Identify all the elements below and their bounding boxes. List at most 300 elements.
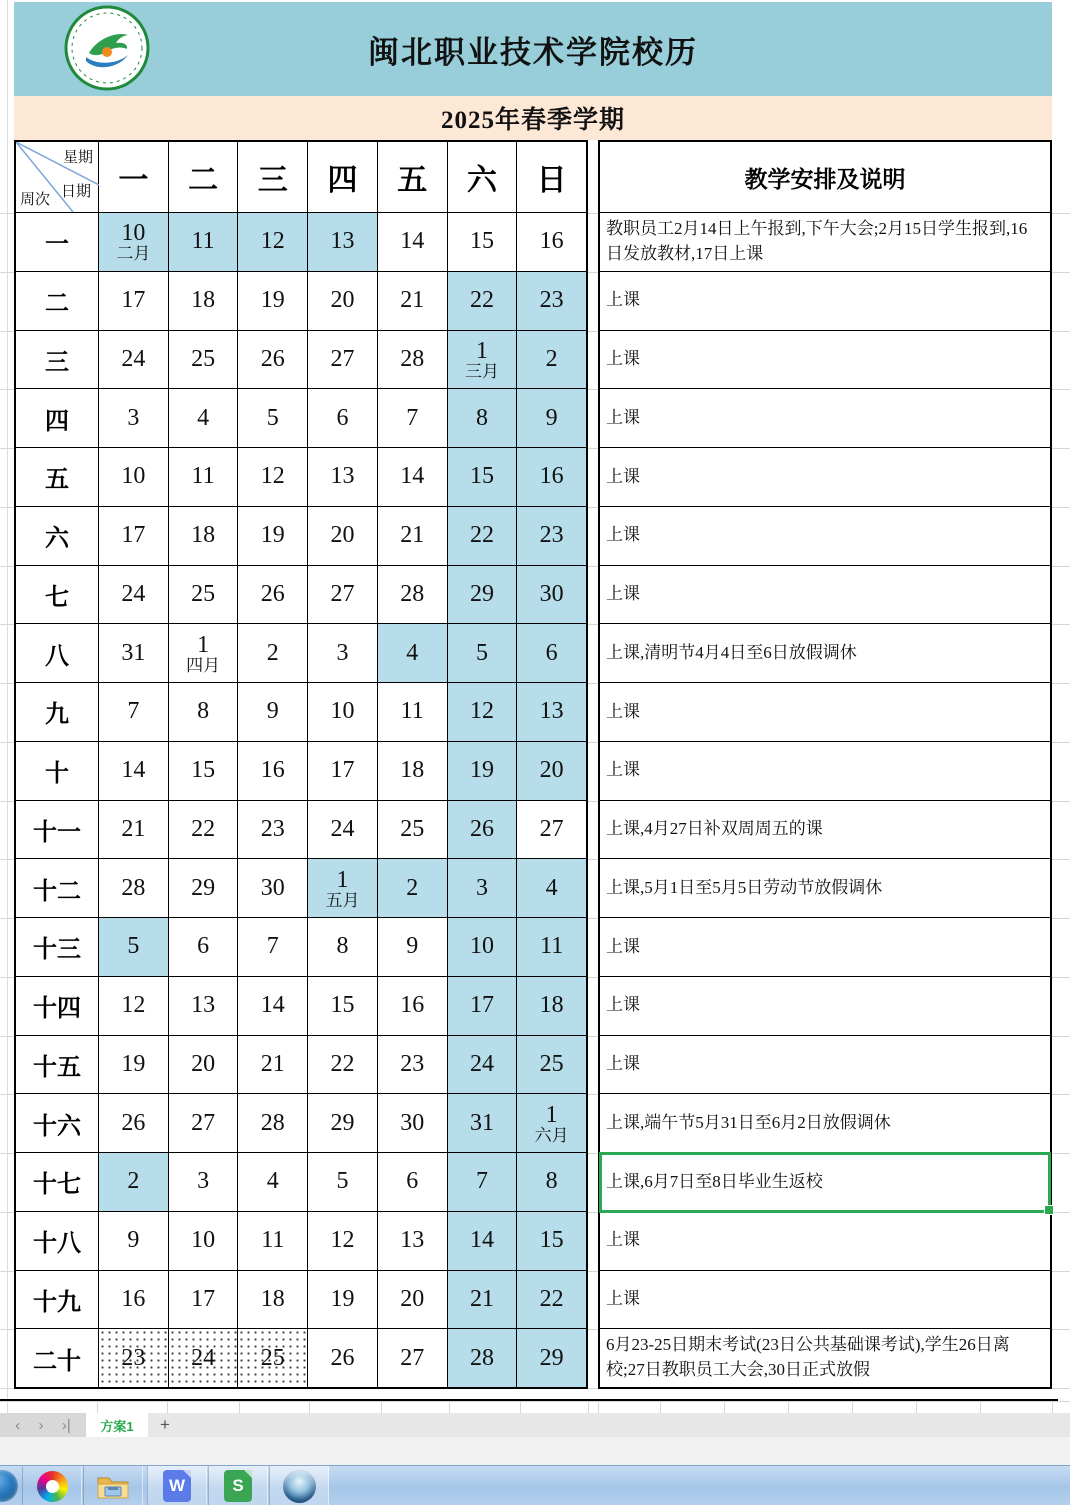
gridline bbox=[0, 1388, 14, 1389]
date-number: 30 bbox=[400, 1109, 425, 1136]
week-row bbox=[16, 859, 586, 918]
note-text: 6月23-25日期末考试(23日公共基础课考试),学生26日离校;27日教职员工大会,30日正式放假 bbox=[606, 1335, 1010, 1380]
gridline bbox=[0, 918, 14, 919]
date-cell[interactable] bbox=[448, 1094, 518, 1153]
date-number: 16 bbox=[539, 463, 564, 490]
week-row bbox=[16, 213, 586, 272]
gridline bbox=[239, 1401, 240, 1413]
date-cell[interactable] bbox=[308, 389, 378, 448]
gridline bbox=[588, 389, 598, 390]
week-number-cell[interactable]: 十五 bbox=[16, 1036, 99, 1095]
date-cell[interactable] bbox=[378, 859, 448, 918]
nav-next-sheet-icon[interactable]: › bbox=[38, 1416, 44, 1434]
date-cell[interactable] bbox=[99, 1036, 169, 1095]
date-number: 25 bbox=[260, 1344, 285, 1371]
date-cell[interactable] bbox=[308, 683, 378, 742]
week-number-cell[interactable]: 十七 bbox=[16, 1153, 99, 1212]
date-cell[interactable] bbox=[99, 859, 169, 918]
date-cell[interactable] bbox=[169, 624, 239, 683]
gridline bbox=[1052, 918, 1070, 919]
date-cell[interactable] bbox=[238, 918, 308, 977]
week-number-cell[interactable]: 九 bbox=[16, 683, 99, 742]
date-cell[interactable] bbox=[99, 742, 169, 801]
date-cell[interactable] bbox=[448, 1329, 518, 1387]
date-cell[interactable] bbox=[308, 801, 378, 860]
date-number: 14 bbox=[260, 992, 285, 1019]
date-cell[interactable] bbox=[517, 1329, 586, 1387]
date-cell[interactable] bbox=[169, 448, 239, 507]
date-cell[interactable] bbox=[238, 272, 308, 331]
date-cell[interactable] bbox=[378, 272, 448, 331]
date-number: 11 bbox=[540, 933, 564, 960]
date-cell[interactable] bbox=[99, 389, 169, 448]
date-cell[interactable] bbox=[308, 272, 378, 331]
date-number: 25 bbox=[539, 1050, 564, 1077]
week-number-cell[interactable]: 十四 bbox=[16, 977, 99, 1036]
taskbar-button-browser[interactable] bbox=[22, 1466, 82, 1505]
taskbar-button-wps-writer[interactable] bbox=[147, 1466, 207, 1505]
date-cell[interactable] bbox=[448, 624, 518, 683]
date-number: 10 bbox=[469, 933, 494, 960]
calendar-title-band bbox=[14, 2, 1052, 96]
note-cell[interactable] bbox=[600, 1212, 1050, 1271]
note-cell[interactable] bbox=[600, 272, 1050, 331]
date-number: 20 bbox=[191, 1050, 216, 1077]
note-cell[interactable] bbox=[600, 918, 1050, 977]
date-number: 18 bbox=[260, 1285, 285, 1312]
date-cell[interactable] bbox=[378, 1036, 448, 1095]
gridline bbox=[588, 1153, 598, 1154]
gridline bbox=[588, 213, 598, 214]
date-cell[interactable] bbox=[378, 389, 448, 448]
date-cell[interactable] bbox=[378, 683, 448, 742]
date-number: 22 bbox=[469, 287, 494, 314]
note-cell[interactable] bbox=[600, 624, 1050, 683]
note-cell[interactable] bbox=[600, 331, 1050, 390]
date-cell[interactable] bbox=[169, 918, 239, 977]
note-cell[interactable] bbox=[600, 1094, 1050, 1153]
date-number: 28 bbox=[400, 345, 425, 372]
date-cell[interactable] bbox=[238, 331, 308, 390]
note-cell[interactable] bbox=[600, 801, 1050, 860]
date-number: 24 bbox=[121, 580, 146, 607]
week-row bbox=[16, 683, 586, 742]
date-cell[interactable] bbox=[517, 389, 586, 448]
date-cell[interactable] bbox=[308, 977, 378, 1036]
note-text: 上课 bbox=[606, 525, 640, 545]
month-label: 二月 bbox=[116, 244, 151, 264]
date-cell[interactable] bbox=[238, 1036, 308, 1095]
date-cell[interactable] bbox=[169, 1271, 239, 1330]
date-cell[interactable] bbox=[378, 801, 448, 860]
date-cell[interactable] bbox=[517, 801, 586, 860]
date-cell[interactable] bbox=[448, 1212, 518, 1271]
calendar-header-row bbox=[16, 142, 586, 213]
date-cell[interactable] bbox=[308, 1153, 378, 1212]
date-cell[interactable] bbox=[448, 331, 518, 390]
date-cell[interactable] bbox=[169, 272, 239, 331]
gridline bbox=[0, 977, 14, 978]
date-cell[interactable] bbox=[169, 977, 239, 1036]
week-row bbox=[16, 389, 586, 448]
start-orb-icon[interactable] bbox=[0, 1470, 18, 1502]
add-sheet-button[interactable] bbox=[148, 1413, 182, 1437]
gridline bbox=[588, 1094, 598, 1095]
date-cell[interactable] bbox=[169, 859, 239, 918]
week-number-cell[interactable]: 四 bbox=[16, 389, 99, 448]
date-cell[interactable] bbox=[517, 1094, 586, 1153]
date-cell[interactable] bbox=[378, 1329, 448, 1387]
date-cell[interactable] bbox=[308, 1212, 378, 1271]
week-number-cell[interactable]: 十八 bbox=[16, 1212, 99, 1271]
date-cell[interactable] bbox=[99, 1094, 169, 1153]
date-cell[interactable] bbox=[308, 507, 378, 566]
week-row bbox=[16, 1094, 586, 1153]
note-cell[interactable] bbox=[600, 683, 1050, 742]
date-cell[interactable] bbox=[308, 859, 378, 918]
day-header: 日 bbox=[517, 142, 586, 213]
note-text: 上课,5月1日至5月5日劳动节放假调休 bbox=[606, 877, 883, 897]
date-cell[interactable] bbox=[99, 918, 169, 977]
date-cell[interactable] bbox=[99, 1271, 169, 1330]
date-cell[interactable] bbox=[378, 1271, 448, 1330]
taskbar-button-file-manager[interactable] bbox=[83, 1466, 143, 1505]
week-number-cell[interactable]: 二十 bbox=[16, 1329, 99, 1387]
date-cell[interactable] bbox=[517, 859, 586, 918]
date-number: 8 bbox=[336, 933, 349, 960]
date-cell[interactable] bbox=[448, 1036, 518, 1095]
date-cell[interactable] bbox=[238, 1329, 308, 1387]
date-cell[interactable] bbox=[169, 1329, 239, 1387]
date-cell[interactable] bbox=[378, 1153, 448, 1212]
sheet-nav-group bbox=[0, 1413, 86, 1437]
date-cell[interactable] bbox=[448, 213, 518, 272]
date-cell[interactable] bbox=[378, 1212, 448, 1271]
date-number: 21 bbox=[400, 287, 425, 314]
date-cell[interactable] bbox=[517, 448, 586, 507]
week-number-cell[interactable]: 三 bbox=[16, 331, 99, 390]
date-number: 17 bbox=[121, 287, 146, 314]
date-cell[interactable] bbox=[308, 742, 378, 801]
date-number: 9 bbox=[545, 404, 558, 431]
week-number-cell[interactable]: 一 bbox=[16, 213, 99, 272]
note-cell[interactable] bbox=[600, 1329, 1050, 1387]
date-cell[interactable] bbox=[99, 977, 169, 1036]
date-cell[interactable] bbox=[308, 1329, 378, 1387]
date-cell[interactable] bbox=[308, 213, 378, 272]
week-number-cell[interactable]: 六 bbox=[16, 507, 99, 566]
date-number: 12 bbox=[469, 698, 494, 725]
college-logo-icon bbox=[64, 5, 150, 91]
date-cell[interactable] bbox=[448, 801, 518, 860]
sheet-tab-bar bbox=[0, 1413, 1070, 1437]
week-row bbox=[16, 1036, 586, 1095]
date-cell[interactable] bbox=[169, 742, 239, 801]
date-cell[interactable] bbox=[308, 624, 378, 683]
date-cell[interactable] bbox=[378, 742, 448, 801]
week-number-cell[interactable]: 十 bbox=[16, 742, 99, 801]
note-cell[interactable] bbox=[600, 742, 1050, 801]
week-number-cell[interactable]: 七 bbox=[16, 566, 99, 625]
date-cell[interactable] bbox=[99, 801, 169, 860]
month-label: 三月 bbox=[464, 361, 499, 381]
date-cell[interactable] bbox=[517, 624, 586, 683]
date-cell[interactable] bbox=[238, 566, 308, 625]
week-row bbox=[16, 1212, 586, 1271]
gridline bbox=[1052, 1153, 1070, 1154]
date-cell[interactable] bbox=[238, 1271, 308, 1330]
date-cell[interactable] bbox=[99, 1153, 169, 1212]
day-header: 一 bbox=[99, 142, 169, 213]
date-number: 29 bbox=[469, 580, 494, 607]
date-number: 26 bbox=[469, 815, 494, 842]
note-cell[interactable] bbox=[600, 566, 1050, 625]
gridline bbox=[1052, 683, 1070, 684]
nav-prev-sheet-icon[interactable]: ‹ bbox=[15, 1416, 21, 1434]
date-cell[interactable] bbox=[378, 1094, 448, 1153]
date-number: 6 bbox=[197, 933, 210, 960]
date-number: 2 bbox=[266, 639, 279, 666]
week-number-cell[interactable]: 十三 bbox=[16, 918, 99, 977]
month-label: 四月 bbox=[186, 655, 221, 675]
date-cell[interactable] bbox=[238, 624, 308, 683]
gridline bbox=[1052, 1388, 1070, 1389]
date-cell[interactable] bbox=[517, 918, 586, 977]
date-cell[interactable] bbox=[448, 1153, 518, 1212]
note-cell[interactable] bbox=[600, 448, 1050, 507]
table-bottom-rule bbox=[0, 1399, 1058, 1401]
date-number: 7 bbox=[266, 933, 279, 960]
note-cell-selected[interactable] bbox=[600, 1153, 1050, 1212]
date-cell[interactable] bbox=[169, 566, 239, 625]
gridline bbox=[1052, 1036, 1070, 1037]
date-cell[interactable] bbox=[99, 507, 169, 566]
wps-writer-icon: W bbox=[163, 1470, 191, 1502]
date-cell[interactable] bbox=[238, 683, 308, 742]
date-cell[interactable] bbox=[308, 331, 378, 390]
date-number: 1 bbox=[336, 866, 349, 893]
date-cell[interactable] bbox=[448, 1271, 518, 1330]
date-cell[interactable] bbox=[378, 624, 448, 683]
date-cell[interactable] bbox=[517, 331, 586, 390]
date-cell[interactable] bbox=[169, 389, 239, 448]
week-number-cell[interactable]: 十六 bbox=[16, 1094, 99, 1153]
nav-last-sheet-icon[interactable]: ›| bbox=[61, 1416, 71, 1434]
gridline bbox=[1052, 448, 1070, 449]
page-title: 闽北职业技术学院校历 bbox=[368, 34, 698, 70]
date-cell[interactable] bbox=[169, 331, 239, 390]
date-number: 18 bbox=[539, 992, 564, 1019]
note-text: 上课 bbox=[606, 1054, 640, 1074]
gridline bbox=[588, 859, 598, 860]
date-cell[interactable] bbox=[99, 624, 169, 683]
week-number-cell[interactable]: 二 bbox=[16, 272, 99, 331]
date-cell[interactable] bbox=[378, 448, 448, 507]
date-cell[interactable] bbox=[238, 448, 308, 507]
date-cell[interactable] bbox=[238, 389, 308, 448]
date-cell[interactable] bbox=[169, 1094, 239, 1153]
date-number: 12 bbox=[330, 1227, 355, 1254]
week-number-cell[interactable]: 五 bbox=[16, 448, 99, 507]
date-number: 11 bbox=[191, 228, 215, 255]
date-cell[interactable] bbox=[517, 1036, 586, 1095]
taskbar-button-wps-spreadsheet[interactable] bbox=[208, 1466, 268, 1505]
date-cell[interactable] bbox=[238, 801, 308, 860]
date-cell[interactable] bbox=[99, 213, 169, 272]
date-cell[interactable] bbox=[99, 1212, 169, 1271]
note-cell[interactable] bbox=[600, 977, 1050, 1036]
date-cell[interactable] bbox=[448, 272, 518, 331]
date-number: 14 bbox=[121, 757, 146, 784]
date-cell[interactable] bbox=[448, 507, 518, 566]
date-cell[interactable] bbox=[517, 1271, 586, 1330]
date-cell[interactable] bbox=[238, 859, 308, 918]
date-cell[interactable] bbox=[378, 213, 448, 272]
corner-label-weekday: 星期 bbox=[62, 149, 93, 166]
date-cell[interactable] bbox=[169, 801, 239, 860]
week-number-cell[interactable]: 八 bbox=[16, 624, 99, 683]
date-cell[interactable] bbox=[448, 448, 518, 507]
date-cell[interactable] bbox=[169, 1036, 239, 1095]
date-number: 29 bbox=[539, 1344, 564, 1371]
date-cell[interactable] bbox=[99, 448, 169, 507]
date-cell[interactable] bbox=[238, 507, 308, 566]
date-cell[interactable] bbox=[238, 1153, 308, 1212]
date-cell[interactable] bbox=[169, 1153, 239, 1212]
date-number: 25 bbox=[400, 815, 425, 842]
date-cell[interactable] bbox=[238, 977, 308, 1036]
note-text: 上课 bbox=[606, 407, 640, 427]
gridline bbox=[1052, 742, 1070, 743]
date-number: 13 bbox=[330, 463, 355, 490]
note-text: 上课 bbox=[606, 936, 640, 956]
date-number: 13 bbox=[400, 1227, 425, 1254]
week-number-cell[interactable]: 十九 bbox=[16, 1271, 99, 1330]
gridline bbox=[588, 272, 598, 273]
gridline bbox=[0, 1036, 14, 1037]
date-cell[interactable] bbox=[378, 566, 448, 625]
date-cell[interactable] bbox=[517, 1212, 586, 1271]
date-number: 4 bbox=[545, 874, 558, 901]
date-number: 7 bbox=[475, 1168, 488, 1195]
day-header: 四 bbox=[308, 142, 378, 213]
date-number: 7 bbox=[127, 698, 140, 725]
note-cell[interactable] bbox=[600, 389, 1050, 448]
note-cell[interactable] bbox=[600, 1271, 1050, 1330]
date-cell[interactable] bbox=[99, 1329, 169, 1387]
date-cell[interactable] bbox=[238, 742, 308, 801]
wps-spreadsheet-icon: S bbox=[224, 1470, 252, 1502]
date-cell[interactable] bbox=[517, 683, 586, 742]
date-cell[interactable] bbox=[448, 389, 518, 448]
date-cell[interactable] bbox=[99, 683, 169, 742]
notes-rows bbox=[600, 213, 1050, 1387]
date-cell[interactable] bbox=[308, 1271, 378, 1330]
gridline bbox=[0, 507, 14, 508]
gridline bbox=[1052, 272, 1070, 273]
date-cell[interactable] bbox=[308, 1036, 378, 1095]
date-cell[interactable] bbox=[448, 977, 518, 1036]
gridline bbox=[1052, 566, 1070, 567]
date-cell[interactable] bbox=[169, 213, 239, 272]
date-cell[interactable] bbox=[308, 566, 378, 625]
date-cell[interactable] bbox=[517, 213, 586, 272]
gridline bbox=[588, 507, 598, 508]
date-cell[interactable] bbox=[448, 566, 518, 625]
date-cell[interactable] bbox=[99, 566, 169, 625]
gridline bbox=[0, 1271, 14, 1272]
date-cell[interactable] bbox=[378, 331, 448, 390]
taskbar-button-globe-app[interactable] bbox=[269, 1466, 329, 1505]
date-cell[interactable] bbox=[238, 1212, 308, 1271]
date-number: 7 bbox=[406, 404, 419, 431]
semester-band bbox=[14, 96, 1052, 140]
note-text: 上课,6月7日至8日毕业生返校 bbox=[606, 1171, 823, 1191]
week-row bbox=[16, 1329, 586, 1387]
date-cell[interactable] bbox=[378, 507, 448, 566]
date-cell[interactable] bbox=[517, 566, 586, 625]
date-number: 25 bbox=[191, 580, 216, 607]
date-number: 28 bbox=[469, 1344, 494, 1371]
date-cell[interactable] bbox=[378, 918, 448, 977]
gridline bbox=[588, 448, 598, 449]
gridline bbox=[1052, 389, 1070, 390]
week-number-cell[interactable]: 十二 bbox=[16, 859, 99, 918]
date-number: 3 bbox=[336, 639, 349, 666]
month-label: 六月 bbox=[534, 1125, 569, 1145]
date-cell[interactable] bbox=[238, 213, 308, 272]
date-number: 6 bbox=[545, 639, 558, 666]
date-cell[interactable] bbox=[517, 507, 586, 566]
gridline bbox=[588, 1271, 598, 1272]
date-cell[interactable] bbox=[448, 742, 518, 801]
date-cell[interactable] bbox=[517, 977, 586, 1036]
date-number: 20 bbox=[330, 287, 355, 314]
gridline bbox=[0, 742, 14, 743]
date-number: 31 bbox=[469, 1109, 494, 1136]
date-cell[interactable] bbox=[517, 1153, 586, 1212]
date-cell[interactable] bbox=[169, 683, 239, 742]
date-number: 21 bbox=[400, 522, 425, 549]
date-cell[interactable] bbox=[99, 331, 169, 390]
note-cell[interactable] bbox=[600, 1036, 1050, 1095]
date-cell[interactable] bbox=[448, 918, 518, 977]
date-cell[interactable] bbox=[308, 918, 378, 977]
date-cell[interactable] bbox=[169, 507, 239, 566]
date-cell[interactable] bbox=[517, 742, 586, 801]
day-header: 六 bbox=[448, 142, 518, 213]
week-row bbox=[16, 507, 586, 566]
gridline bbox=[0, 272, 14, 273]
date-cell[interactable] bbox=[308, 448, 378, 507]
date-cell[interactable] bbox=[448, 683, 518, 742]
date-number: 2 bbox=[545, 345, 558, 372]
date-cell[interactable] bbox=[308, 1094, 378, 1153]
date-cell[interactable] bbox=[378, 977, 448, 1036]
note-text: 上课 bbox=[606, 995, 640, 1015]
note-cell[interactable] bbox=[600, 213, 1050, 272]
date-cell[interactable] bbox=[99, 272, 169, 331]
date-cell[interactable] bbox=[448, 859, 518, 918]
date-cell[interactable] bbox=[238, 1094, 308, 1153]
date-cell[interactable] bbox=[517, 272, 586, 331]
gridline bbox=[0, 448, 14, 449]
note-cell[interactable] bbox=[600, 859, 1050, 918]
date-cell[interactable] bbox=[169, 1212, 239, 1271]
note-cell[interactable] bbox=[600, 507, 1050, 566]
sheet-tab-active[interactable] bbox=[86, 1413, 148, 1437]
week-number-cell[interactable]: 十一 bbox=[16, 801, 99, 860]
